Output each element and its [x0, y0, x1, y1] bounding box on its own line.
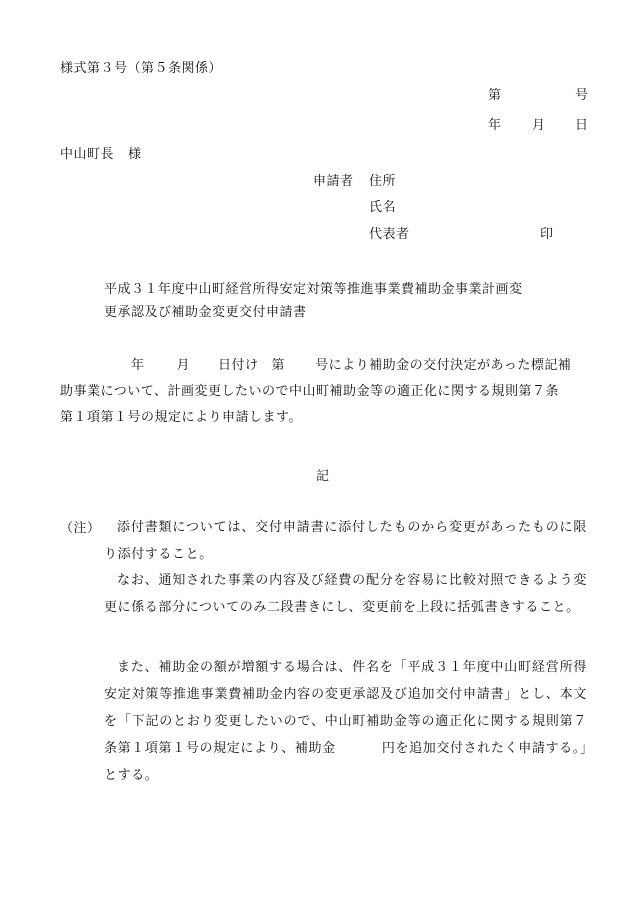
- applicant-address-label: 住所: [369, 174, 397, 189]
- addressee-honorific: 様: [128, 147, 142, 162]
- note-3: [104, 654, 587, 789]
- doc-number-suffix: 号: [575, 88, 589, 103]
- seal-mark: 印: [540, 227, 554, 242]
- document-title-line2: 更承認及び補助金変更交付申請書: [104, 305, 307, 320]
- body-line2: 助事業について、計画変更したいので中山町補助金等の適正化に関する規則第７条: [60, 384, 559, 399]
- addressee-name: 中山町長: [60, 147, 115, 162]
- applicant-rep-label: 代表者: [369, 227, 410, 242]
- notes-label: （注）: [60, 521, 101, 536]
- applicant-name-label: 氏名: [369, 200, 397, 215]
- date-year: 年: [488, 118, 502, 133]
- body-line3: 第１項第１号の規定により申請します。: [60, 410, 302, 425]
- date-month: 月: [532, 118, 546, 133]
- document-title-line1: 平成３１年度中山町経営所得安定対策等推進事業費補助金事業計画変: [104, 282, 523, 297]
- note-2: なお、通知された事業の内容及び経費の配分を容易に比較対照できるよう変更に係る部分についてのみ二段書きにし、変更前を上段に括弧書きすること。: [104, 573, 587, 615]
- body-rest: 号により補助金の交付決定があった標記補: [315, 358, 572, 373]
- ki-heading: 記: [316, 469, 330, 484]
- body-year: 年: [131, 358, 145, 373]
- body-line1: [131, 357, 571, 375]
- note-3-part2: 円を追加交付されたく申請する。」とする。: [104, 741, 587, 783]
- body-num-prefix: 第: [271, 358, 286, 373]
- form-label: 様式第３号（第５条関係）: [60, 61, 223, 76]
- date-day: 日: [575, 118, 589, 133]
- doc-number-prefix: 第: [488, 88, 502, 103]
- body-month: 月: [176, 358, 191, 373]
- body-day-ref: 日付け: [218, 358, 259, 373]
- note-1: 添付書類については、交付申請書に添付したものから変更があったものに限り添付すること。: [104, 520, 587, 562]
- note-3-part1: また、補助金の額が増額する場合は、件名を「平成３１年度中山町経営所得安定対策等推進事業費補助金内容の変更承認及び追加交付申請書」とし、本文を「下記のとおり変更したいので、中山町補助金等の適正化に関する規則第７条第１項第１号の規定により、補助金: [104, 660, 587, 756]
- applicant-label: 申請者: [313, 174, 354, 189]
